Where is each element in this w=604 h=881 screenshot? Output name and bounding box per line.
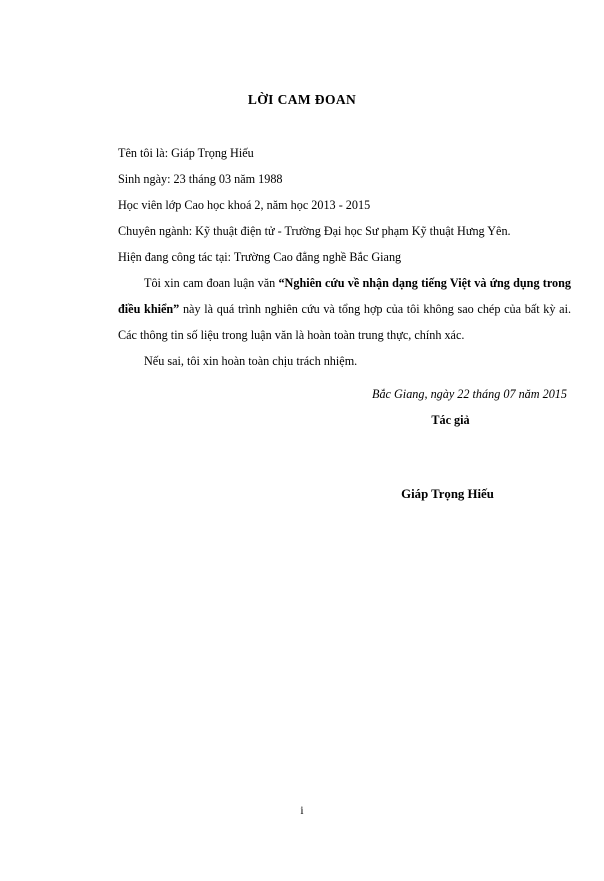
closing-statement [118, 348, 571, 374]
page-title: LỜI CAM ĐOAN [247, 92, 357, 107]
info-line-birthdate: Sinh ngày: 23 tháng 03 năm 1988 [118, 172, 283, 186]
signature-block [118, 381, 571, 501]
document-body [118, 140, 571, 374]
thesis-title: “Nghiên cứu về nhận dạng tiếng Việt và ứng dụng trong điều khiển” [118, 276, 571, 316]
author-name: Giáp Trọng Hiếu [401, 487, 494, 501]
oath-text-part2: này là quá trình nghiên cứu và tổng hợp của tôi không sao chép của bất kỳ ai. Các thông tin số liệu trong luận văn là hoàn toàn trung thực, chính xác. [118, 302, 572, 342]
author-label: Tác giả [431, 413, 470, 427]
info-line-name: Tên tôi là: Giáp Trọng Hiếu [118, 146, 254, 160]
info-line-major: Chuyên ngành: Kỹ thuật điện tử - Trường Đại học Sư phạm Kỹ thuật Hưng Yên. [118, 224, 511, 238]
oath-text-part1: Tôi xin cam đoan luận văn [144, 276, 279, 290]
date-place-line: Bắc Giang, ngày 22 tháng 07 năm 2015 [372, 387, 567, 401]
info-line-class: Học viên lớp Cao học khoá 2, năm học 2013 - 2015 [118, 198, 371, 212]
oath-paragraph [118, 270, 571, 348]
page-number: i [300, 805, 304, 817]
closing-text: Nếu sai, tôi xin hoàn toàn chịu trách nhiệm. [144, 354, 358, 368]
info-line-workplace: Hiện đang công tác tại: Trường Cao đẳng nghề Bắc Giang [118, 250, 402, 264]
